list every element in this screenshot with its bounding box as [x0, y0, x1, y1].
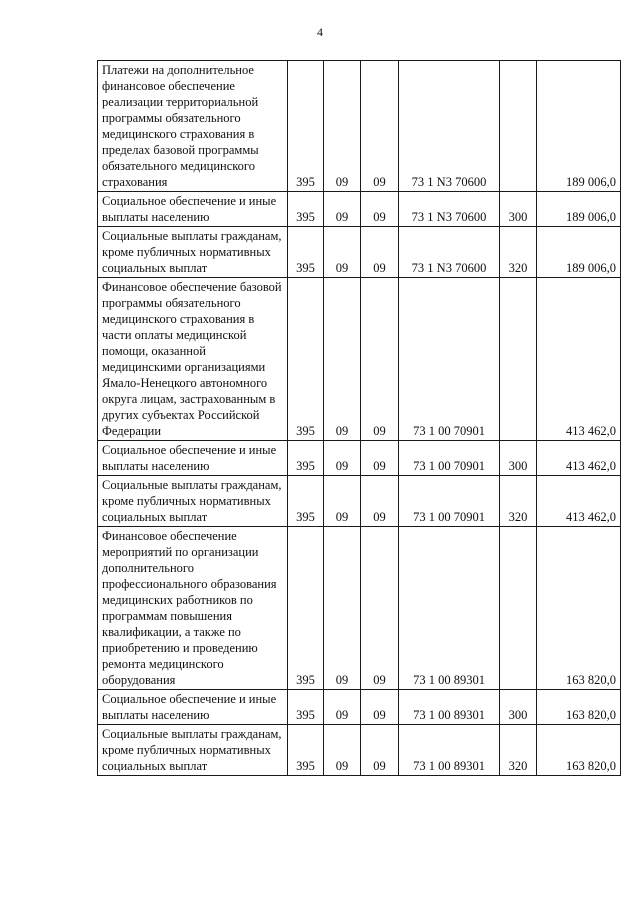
subsection-code: 09 [361, 527, 399, 690]
subsection-code: 09 [361, 278, 399, 441]
row-name: Платежи на дополнительное финансовое обеспечение реализации территориальной программы обязательного медицинского страхования в пределах базовой программы обязательного медицинского страхования [98, 61, 288, 192]
section-code: 09 [324, 476, 361, 527]
table-row [98, 61, 621, 192]
subsection-code: 09 [361, 725, 399, 776]
budget-table [97, 60, 621, 776]
row-name: Финансовое обеспечение базовой программы обязательного медицинского страхования в части оплаты медицинской помощи, оказанной медицинскими организациями Ямало-Ненецкого автономного округа лицам, застрахованным в других субъектах Российской Федерации [98, 278, 288, 441]
target-article-code: 73 1 00 70901 [399, 476, 500, 527]
expense-type-code: 320 [500, 227, 537, 278]
expense-type-code: 300 [500, 192, 537, 227]
amount: 413 462,0 [537, 441, 621, 476]
section-code: 09 [324, 725, 361, 776]
target-article-code: 73 1 N3 70600 [399, 227, 500, 278]
expense-type-code: 320 [500, 476, 537, 527]
table-row [98, 690, 621, 725]
subsection-code: 09 [361, 227, 399, 278]
target-article-code: 73 1 N3 70600 [399, 192, 500, 227]
subsection-code: 09 [361, 690, 399, 725]
section-code: 09 [324, 227, 361, 278]
expense-type-code [500, 61, 537, 192]
expense-type-code: 300 [500, 441, 537, 476]
amount: 189 006,0 [537, 61, 621, 192]
target-article-code: 73 1 N3 70600 [399, 61, 500, 192]
section-code: 09 [324, 441, 361, 476]
page-number: 4 [317, 25, 323, 39]
target-article-code: 73 1 00 70901 [399, 278, 500, 441]
subsection-code: 09 [361, 476, 399, 527]
table-row [98, 527, 621, 690]
table-row [98, 227, 621, 278]
row-name: Социальные выплаты гражданам, кроме публичных нормативных социальных выплат [98, 227, 288, 278]
amount: 163 820,0 [537, 725, 621, 776]
expense-type-code [500, 278, 537, 441]
subsection-code: 09 [361, 192, 399, 227]
row-name: Социальные выплаты гражданам, кроме публичных нормативных социальных выплат [98, 725, 288, 776]
target-article-code: 73 1 00 70901 [399, 441, 500, 476]
target-article-code: 73 1 00 89301 [399, 527, 500, 690]
table-row [98, 192, 621, 227]
section-code: 09 [324, 690, 361, 725]
ministry-code: 395 [288, 278, 324, 441]
expense-type-code: 300 [500, 690, 537, 725]
amount: 189 006,0 [537, 227, 621, 278]
table-row [98, 278, 621, 441]
amount: 413 462,0 [537, 476, 621, 527]
row-name: Социальные выплаты гражданам, кроме публичных нормативных социальных выплат [98, 476, 288, 527]
ministry-code: 395 [288, 690, 324, 725]
amount: 189 006,0 [537, 192, 621, 227]
amount: 413 462,0 [537, 278, 621, 441]
row-name: Социальное обеспечение и иные выплаты населению [98, 192, 288, 227]
ministry-code: 395 [288, 476, 324, 527]
ministry-code: 395 [288, 441, 324, 476]
table-row [98, 476, 621, 527]
ministry-code: 395 [288, 227, 324, 278]
section-code: 09 [324, 61, 361, 192]
subsection-code: 09 [361, 61, 399, 192]
row-name: Социальное обеспечение и иные выплаты населению [98, 441, 288, 476]
ministry-code: 395 [288, 61, 324, 192]
target-article-code: 73 1 00 89301 [399, 725, 500, 776]
expense-type-code [500, 527, 537, 690]
section-code: 09 [324, 192, 361, 227]
subsection-code: 09 [361, 441, 399, 476]
ministry-code: 395 [288, 725, 324, 776]
expense-type-code: 320 [500, 725, 537, 776]
ministry-code: 395 [288, 192, 324, 227]
amount: 163 820,0 [537, 527, 621, 690]
row-name: Социальное обеспечение и иные выплаты населению [98, 690, 288, 725]
target-article-code: 73 1 00 89301 [399, 690, 500, 725]
ministry-code: 395 [288, 527, 324, 690]
amount: 163 820,0 [537, 690, 621, 725]
section-code: 09 [324, 527, 361, 690]
row-name: Финансовое обеспечение мероприятий по организации дополнительного профессионального образования медицинских работников по программам повышения квалификации, а также по приобретению и проведению ремонта медицинского оборудования [98, 527, 288, 690]
section-code: 09 [324, 278, 361, 441]
table-row [98, 441, 621, 476]
table-row [98, 725, 621, 776]
